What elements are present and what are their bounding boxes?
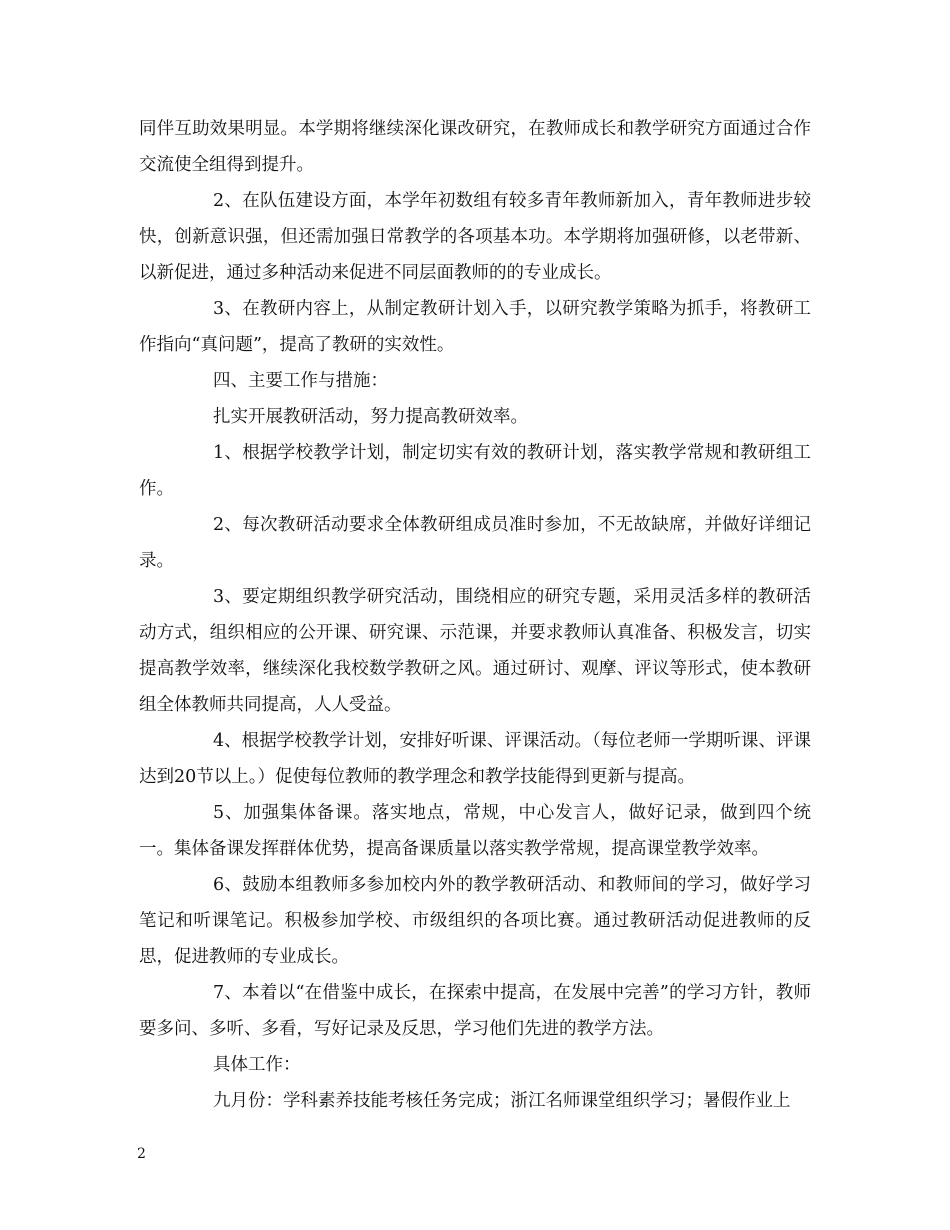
paragraph-summary: 扎实开展教研活动，努力提高教研效率。 xyxy=(213,407,528,427)
paragraph-research-content: 3、在教研内容上，从制定教研计划入手，以研究教学策略为抓手，将教研工作指向“真问题”，提高了教研的实效性。 xyxy=(139,299,811,355)
paragraph-item-3: 3、要定期组织教学研究活动，围绕相应的研究专题，采用灵活多样的教研活动方式，组织相应的公开课、研究课、示范课，并要求教师认真准备、积极发言，切实提高教学效率，继续深化我校数学教研之风。通过研讨、观摩、评议等形式，使本教研组全体教师共同提高，人人受益。 xyxy=(139,587,811,715)
section-heading-main-work: 四、主要工作与措施： xyxy=(213,371,388,391)
subheading-specific-work: 具体工作： xyxy=(213,1055,301,1075)
page-number: 2 xyxy=(137,1146,146,1162)
paragraph-item-5: 5、加强集体备课。落实地点，常规，中心发言人，做好记录，做到四个统一。集体备课发挥群体优势，提高备课质量以落实教学常规，提高课堂教学效率。 xyxy=(139,803,811,859)
paragraph-continuation: 同伴互助效果明显。本学期将继续深化课改研究，在教师成长和教学研究方面通过合作交流使全组得到提升。 xyxy=(139,119,811,175)
paragraph-item-1: 1、根据学校教学计划，制定切实有效的教研计划，落实教学常规和教研组工作。 xyxy=(139,443,811,499)
paragraph-item-2: 2、每次教研活动要求全体教研组成员准时参加，不无故缺席，并做好详细记录。 xyxy=(139,515,811,571)
paragraph-team-building: 2、在队伍建设方面，本学年初数组有较多青年教师新加入，青年教师进步较快，创新意识强，但还需加强日常教学的各项基本功。本学期将加强研修，以老带新、以新促进，通过多种活动来促进不同层面教师的的专业成长。 xyxy=(139,191,811,283)
paragraph-september: 九月份：学科素养技能考核任务完成；浙江名师课堂组织学习；暑假作业上 xyxy=(213,1091,791,1111)
paragraph-item-7: 7、本着以“在借鉴中成长，在探索中提高，在发展中完善”的学习方针，教师要多问、多听、多看，写好记录及反思，学习他们先进的教学方法。 xyxy=(139,983,811,1039)
paragraph-item-4: 4、根据学校教学计划，安排好听课、评课活动。（每位老师一学期听课、评课达到20节以上。）促使每位教师的教学理念和教学技能得到更新与提高。 xyxy=(139,731,811,787)
paragraph-item-6: 6、鼓励本组教师多参加校内外的教学教研活动、和教师间的学习，做好学习笔记和听课笔记。积极参加学校、市级组织的各项比赛。通过教研活动促进教师的反思，促进教师的专业成长。 xyxy=(139,875,811,967)
